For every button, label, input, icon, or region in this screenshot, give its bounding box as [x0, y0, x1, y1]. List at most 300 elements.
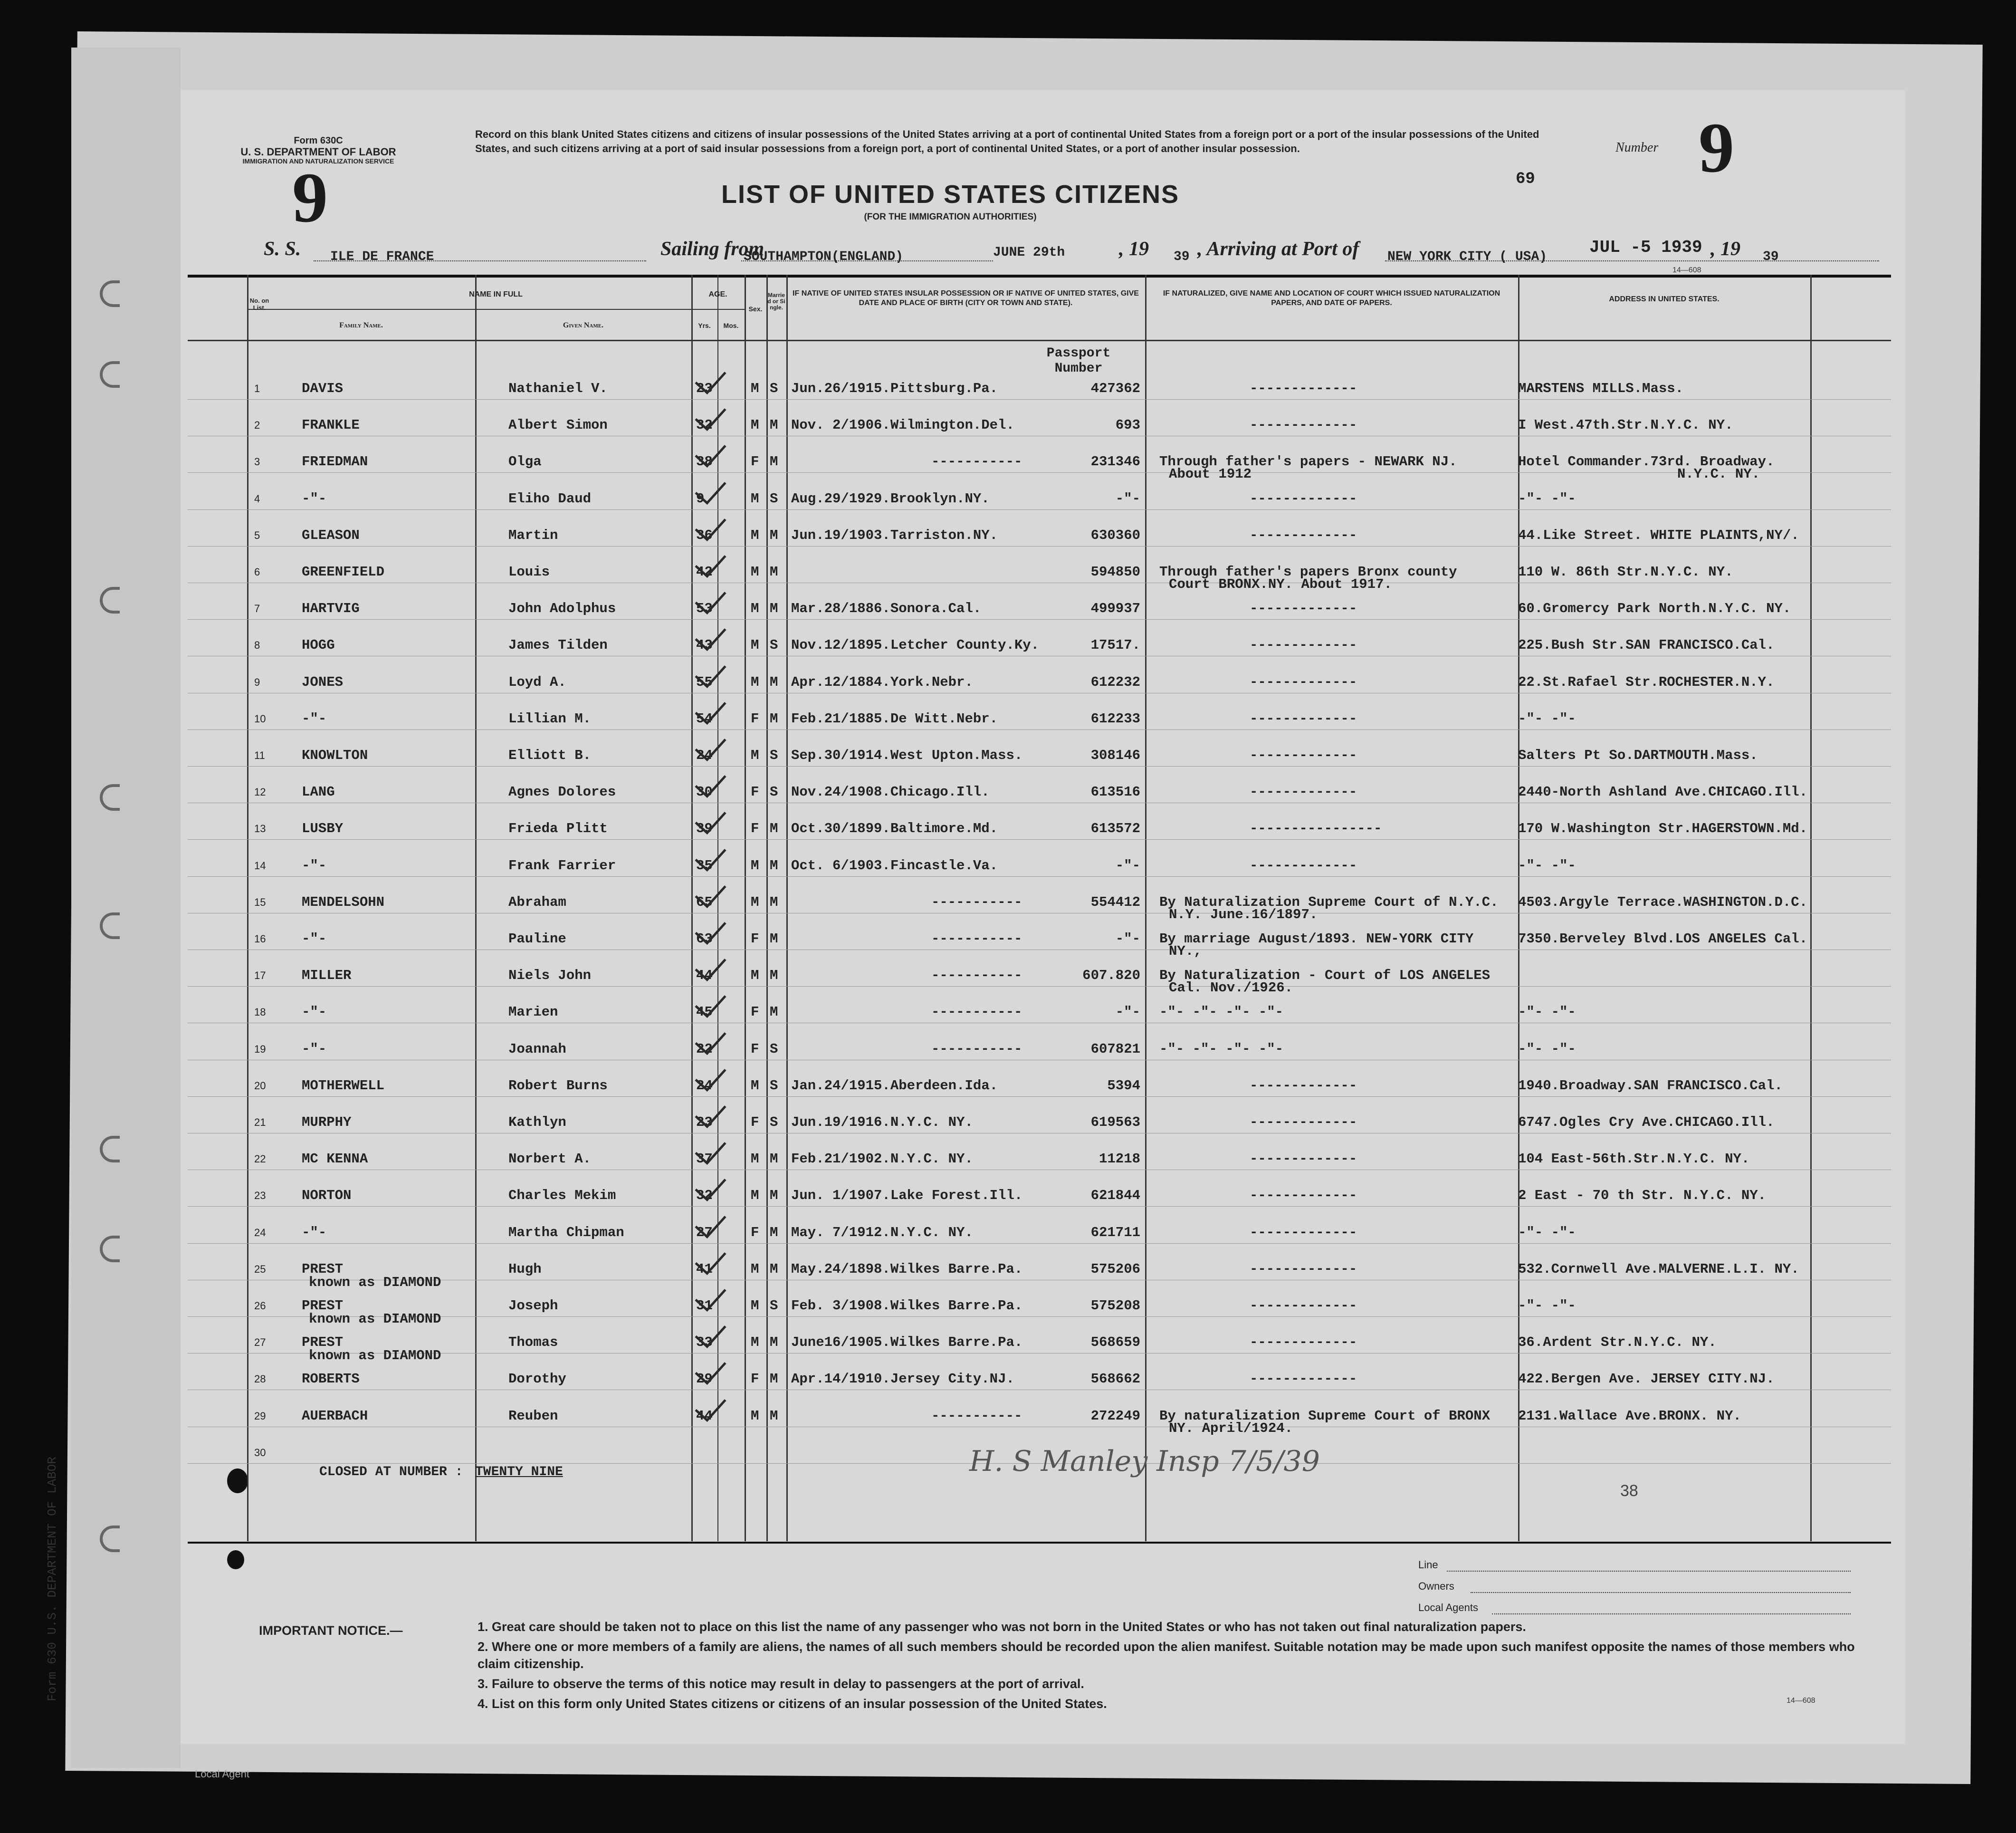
- us-address: -"- -"-: [1518, 1298, 1576, 1314]
- naturalization-details: -------------: [1250, 1334, 1357, 1350]
- sex: M: [751, 601, 759, 616]
- age-years: 33: [696, 1334, 713, 1350]
- us-address: 44.Like Street. WHITE PLAINTS,NY/.: [1518, 528, 1799, 543]
- marital-status: S: [770, 1041, 778, 1057]
- sex: M: [751, 1334, 759, 1350]
- family-name: AUERBACH: [302, 1408, 368, 1424]
- sailing-date: JUNE 29th: [993, 245, 1065, 260]
- naturalization-details: -------------: [1250, 674, 1357, 690]
- family-name: -"-: [302, 491, 327, 507]
- header-divider: [188, 340, 1891, 341]
- marital-status: S: [770, 784, 778, 800]
- birth-details: Nov.12/1895.Letcher County.Ky.: [791, 637, 1040, 653]
- family-name: ROBERTS: [302, 1371, 360, 1387]
- age-years: 24: [696, 748, 713, 763]
- marital-status: M: [770, 1371, 778, 1387]
- us-address: 4503.Argyle Terrace.WASHINGTON.D.C.: [1518, 894, 1808, 910]
- passport-number: -"-: [1115, 1004, 1140, 1020]
- naturalization-details: -------------: [1250, 1188, 1357, 1203]
- sheet-number-right: 9: [1699, 108, 1734, 187]
- row-number: 14: [254, 860, 266, 872]
- row-number: 30: [254, 1447, 266, 1459]
- passport-number: 231346: [1090, 454, 1140, 470]
- table-row: [0, 527, 2016, 564]
- sailing-label: Sailing from: [660, 238, 764, 260]
- row-number: 5: [254, 529, 260, 541]
- table-row: [0, 894, 2016, 931]
- row-number: 18: [254, 1006, 266, 1018]
- naturalization-details: ----------------: [1250, 821, 1382, 836]
- naturalization-details-cont: Court BRONX.NY. About 1917.: [1169, 576, 1392, 592]
- naturalization-details: -------------: [1250, 1114, 1357, 1130]
- sex: F: [751, 1225, 759, 1240]
- passport-number: 613516: [1090, 784, 1140, 800]
- col-mos: Mos.: [723, 322, 739, 329]
- given-name: Martin: [508, 528, 558, 543]
- birth-details: Jun. 1/1907.Lake Forest.Ill.: [791, 1188, 1023, 1203]
- naturalization-details: -"- -"- -"- -"-: [1159, 1004, 1284, 1020]
- service-name: IMMIGRATION AND NATURALIZATION SERVICE: [242, 157, 394, 165]
- birth-details: -----------: [931, 968, 1022, 983]
- sex: F: [751, 711, 759, 727]
- table-row: [0, 710, 2016, 747]
- given-name: Pauline: [508, 931, 566, 947]
- birth-details: Jun.19/1916.N.Y.C. NY.: [791, 1114, 973, 1130]
- sex: M: [751, 637, 759, 653]
- family-name: -"-: [302, 711, 327, 727]
- us-address: 1940.Broadway.SAN FRANCISCO.Cal.: [1518, 1078, 1783, 1094]
- age-years: 37: [696, 1151, 713, 1167]
- naturalization-details: By Naturalization Supreme Court of N.Y.C.: [1159, 894, 1499, 910]
- age-years: 32: [696, 417, 713, 433]
- given-name: Albert Simon: [508, 417, 608, 433]
- family-name: -"-: [302, 1041, 327, 1057]
- number-label: Number: [1615, 140, 1659, 155]
- age-years: 43: [696, 637, 713, 653]
- line-label: Line: [1418, 1559, 1438, 1571]
- birth-details: Feb.21/1902.N.Y.C. NY.: [791, 1151, 973, 1167]
- passport-number: -"-: [1115, 931, 1140, 947]
- given-name: Loyd A.: [508, 674, 566, 690]
- us-address: 6747.Ogles Cry Ave.CHICAGO.Ill.: [1518, 1114, 1775, 1130]
- sex: M: [751, 491, 759, 507]
- table-row: [0, 1114, 2016, 1151]
- passport-number: 612232: [1090, 674, 1140, 690]
- table-row: [0, 931, 2016, 967]
- passport-number: 630360: [1090, 528, 1140, 543]
- sex: F: [751, 784, 759, 800]
- given-name: Frieda Plitt: [508, 821, 608, 836]
- row-number: 24: [254, 1227, 266, 1238]
- marital-status: M: [770, 1151, 778, 1167]
- given-name: Kathlyn: [508, 1114, 566, 1130]
- row-number: 7: [254, 603, 260, 614]
- row-number: 12: [254, 786, 266, 798]
- col-yrs: Yrs.: [698, 322, 711, 329]
- naturalization-details-cont: Cal. Nov./1926.: [1169, 980, 1293, 996]
- age-years: 42: [696, 564, 713, 580]
- given-name: Niels John: [508, 968, 592, 983]
- sex: M: [751, 748, 759, 763]
- birth-details: -----------: [931, 894, 1022, 910]
- given-name: Charles Mekim: [508, 1188, 616, 1203]
- punch-hole: [227, 1550, 244, 1569]
- table-row: [0, 453, 2016, 490]
- family-name: HOGG: [302, 637, 335, 653]
- marital-status: S: [770, 491, 778, 507]
- age-years: 31: [696, 1298, 713, 1314]
- row-number: 9: [254, 676, 260, 688]
- family-name: MENDELSOHN: [302, 894, 385, 910]
- row-number: 19: [254, 1043, 266, 1055]
- sex: M: [751, 674, 759, 690]
- arrival-port: NEW YORK CITY ( USA): [1387, 250, 1548, 264]
- us-address: 22.St.Rafael Str.ROCHESTER.N.Y.: [1518, 674, 1775, 690]
- given-name: Joseph: [508, 1298, 558, 1314]
- notice-item: 4. List on this form only United States citizens or citizens of an insular possession of the United States.: [478, 1697, 1107, 1711]
- sex: M: [751, 564, 759, 580]
- birth-details: Feb.21/1885.De Witt.Nebr.: [791, 711, 998, 727]
- sailing-year: 39: [1174, 250, 1190, 264]
- sheet-number-left: 9: [292, 158, 328, 237]
- table-row: [0, 1261, 2016, 1297]
- family-name: PREST: [302, 1261, 344, 1277]
- passport-number: 607821: [1090, 1041, 1140, 1057]
- us-address: -"- -"-: [1518, 1041, 1576, 1057]
- us-address: Hotel Commander.73rd. Broadway.: [1518, 454, 1775, 470]
- age-years: 23: [696, 381, 713, 396]
- naturalization-details: -------------: [1250, 748, 1357, 763]
- sex: M: [751, 1151, 759, 1167]
- family-name-alias: known as DIAMOND: [309, 1311, 441, 1327]
- table-row: [0, 1297, 2016, 1334]
- passport-number: 308146: [1090, 748, 1140, 763]
- us-address: -"- -"-: [1518, 1004, 1576, 1020]
- passport-number: 693: [1115, 417, 1140, 433]
- passport-number: 607.820: [1082, 968, 1140, 983]
- passport-number: 11218: [1099, 1151, 1140, 1167]
- marital-status: M: [770, 1408, 778, 1424]
- family-name: FRIEDMAN: [302, 454, 368, 470]
- row-number: 16: [254, 933, 266, 945]
- marital-status: M: [770, 968, 778, 983]
- row-number: 22: [254, 1153, 266, 1165]
- marital-status: M: [770, 711, 778, 727]
- naturalization-details-cont: N.Y. June.16/1897.: [1169, 907, 1318, 922]
- family-name: -"-: [302, 858, 327, 873]
- age-years: 22: [696, 1041, 713, 1057]
- marital-status: S: [770, 381, 778, 396]
- family-name: -"-: [302, 931, 327, 947]
- age-years: 30: [696, 784, 713, 800]
- naturalization-details: -------------: [1250, 491, 1357, 507]
- us-address: -"- -"-: [1518, 858, 1576, 873]
- row-number: 10: [254, 713, 266, 725]
- table-row: [0, 600, 2016, 637]
- table-row: [0, 417, 2016, 453]
- sex: M: [751, 381, 759, 396]
- family-name: GREENFIELD: [302, 564, 385, 580]
- sex: F: [751, 1371, 759, 1387]
- row-number: 28: [254, 1373, 266, 1385]
- birth-details: Feb. 3/1908.Wilkes Barre.Pa.: [791, 1298, 1023, 1314]
- given-name: James Tilden: [508, 637, 608, 653]
- us-address: 170 W.Washington Str.HAGERSTOWN.Md.: [1518, 821, 1808, 836]
- given-name: Martha Chipman: [508, 1225, 624, 1240]
- marital-status: M: [770, 858, 778, 873]
- naturalization-details: -------------: [1250, 417, 1357, 433]
- row-number: 25: [254, 1263, 266, 1275]
- passport-number: 621711: [1090, 1225, 1140, 1240]
- col-birth: IF NATIVE OF UNITED STATES INSULAR POSSESSION OR IF NATIVE OF UNITED STATES, GIVE DATE AND PLACE OF BIRTH (CITY OR TOWN AND STATE).: [793, 289, 1139, 307]
- us-address: 2 East - 70 th Str. N.Y.C. NY.: [1518, 1188, 1767, 1203]
- age-years: 35: [696, 858, 713, 873]
- naturalization-details: -------------: [1250, 1225, 1357, 1240]
- sex: M: [751, 528, 759, 543]
- naturalization-details: By marriage August/1893. NEW-YORK CITY: [1159, 931, 1474, 947]
- passport-header: Passport Number: [1046, 346, 1111, 376]
- given-name: Norbert A.: [508, 1151, 592, 1167]
- local-agents-label: Local Agents: [1418, 1602, 1478, 1613]
- family-name: -"-: [302, 1004, 327, 1020]
- table-row: [0, 1187, 2016, 1224]
- marital-status: M: [770, 601, 778, 616]
- birth-details: Sep.30/1914.West Upton.Mass.: [791, 748, 1023, 763]
- table-row: [0, 490, 2016, 527]
- passport-number: 427362: [1090, 381, 1140, 396]
- us-address: 110 W. 86th Str.N.Y.C. NY.: [1518, 564, 1733, 580]
- page-reference: 38: [1620, 1482, 1638, 1500]
- notice-lead: IMPORTANT NOTICE.—: [259, 1623, 403, 1638]
- birth-details: Apr.12/1884.York.Nebr.: [791, 674, 973, 690]
- family-name: PREST: [302, 1334, 344, 1350]
- us-address: -"- -"-: [1518, 1225, 1576, 1240]
- age-years: 39: [696, 821, 713, 836]
- us-address: 36.Ardent Str.N.Y.C. NY.: [1518, 1334, 1717, 1350]
- table-row: [0, 784, 2016, 820]
- sex: M: [751, 968, 759, 983]
- col-family-name: Family Name.: [339, 321, 383, 329]
- family-name: PREST: [302, 1298, 344, 1314]
- table-row: [0, 1408, 2016, 1444]
- passport-number: 575208: [1090, 1298, 1140, 1314]
- birth-details: Mar.28/1886.Sonora.Cal.: [791, 601, 982, 616]
- marital-status: M: [770, 1188, 778, 1203]
- passport-number: -"-: [1115, 491, 1140, 507]
- table-row: [0, 1041, 2016, 1077]
- naturalization-details: -------------: [1250, 784, 1357, 800]
- given-name: Marien: [508, 1004, 558, 1020]
- row-number: 8: [254, 639, 260, 651]
- birth-details: Oct.30/1899.Baltimore.Md.: [791, 821, 998, 836]
- row-number: 2: [254, 419, 260, 431]
- age-years: 41: [696, 1261, 713, 1277]
- marital-status: M: [770, 894, 778, 910]
- department-name: U. S. DEPARTMENT OF LABOR: [240, 146, 396, 158]
- passport-number: 568659: [1090, 1334, 1140, 1350]
- birth-details: May.24/1898.Wilkes Barre.Pa.: [791, 1261, 1023, 1277]
- birth-details: May. 7/1912.N.Y.C. NY.: [791, 1225, 973, 1240]
- marital-status: M: [770, 1334, 778, 1350]
- age-years: 29: [696, 1371, 713, 1387]
- birth-details: Nov.24/1908.Chicago.Ill.: [791, 784, 990, 800]
- marital-status: M: [770, 564, 778, 580]
- marital-status: M: [770, 1225, 778, 1240]
- us-address: 532.Cornwell Ave.MALVERNE.L.I. NY.: [1518, 1261, 1799, 1277]
- sex: F: [751, 1041, 759, 1057]
- us-address: 104 East-56th.Str.N.Y.C. NY.: [1518, 1151, 1750, 1167]
- age-years: 54: [696, 711, 713, 727]
- age-years: 38: [696, 454, 713, 470]
- underline: [1385, 260, 1879, 261]
- col-married: Married or Single.: [767, 292, 785, 311]
- row-number: 3: [254, 456, 260, 468]
- row-number: 27: [254, 1336, 266, 1348]
- family-name: MC KENNA: [302, 1151, 368, 1167]
- naturalization-details: -"- -"- -"- -"-: [1159, 1041, 1284, 1057]
- family-name: FRANKLE: [302, 417, 360, 433]
- marital-status: M: [770, 674, 778, 690]
- us-address: 2440-North Ashland Ave.CHICAGO.Ill.: [1518, 784, 1808, 800]
- age-years: 65: [696, 894, 713, 910]
- header-divider: [247, 309, 745, 310]
- table-row: [0, 380, 2016, 417]
- table-row: [0, 1077, 2016, 1114]
- passport-number: 568662: [1090, 1371, 1140, 1387]
- closed-at-label: CLOSED AT NUMBER :: [319, 1465, 463, 1479]
- family-name: MILLER: [302, 968, 352, 983]
- sex: F: [751, 454, 759, 470]
- birth-details: -----------: [931, 1041, 1022, 1057]
- given-name: Reuben: [508, 1408, 558, 1424]
- sex: M: [751, 1298, 759, 1314]
- record-instructions: Record on this blank United States citizens and citizens of insular possessions of the United States arriving at a port of continental United States from a foreign port or a port of the insular possessions of the United States, and such citizens arriving at a port of said insular possessions from a foreign port, a port of continental United States, or a port of another insular possession.: [475, 128, 1539, 154]
- naturalization-details-cont: About 1912: [1169, 466, 1252, 482]
- table-row: [0, 637, 2016, 673]
- birth-details: Jan.24/1915.Aberdeen.Ida.: [791, 1078, 998, 1094]
- given-name: Lillian M.: [508, 711, 592, 727]
- sex: F: [751, 1004, 759, 1020]
- marital-status: S: [770, 637, 778, 653]
- given-name: Eliho Daud: [508, 491, 592, 507]
- passport-number: 17517.: [1090, 637, 1140, 653]
- given-name: Nathaniel V.: [508, 381, 608, 396]
- sex: F: [751, 931, 759, 947]
- us-address: 7350.Berveley Blvd.LOS ANGELES Cal.: [1518, 931, 1808, 947]
- age-years: 9: [696, 491, 705, 507]
- us-address: -"- -"-: [1518, 711, 1576, 727]
- naturalization-details: -------------: [1250, 637, 1357, 653]
- form-number: Form 630C: [294, 135, 343, 146]
- birth-details: -----------: [931, 1004, 1022, 1020]
- row-number: 26: [254, 1300, 266, 1312]
- marital-status: M: [770, 528, 778, 543]
- given-name: Robert Burns: [508, 1078, 608, 1094]
- ship-name: ILE DE FRANCE: [330, 250, 434, 264]
- col-naturalized: IF NATURALIZED, GIVE NAME AND LOCATION OF COURT WHICH ISSUED NATURALIZATION PAPERS, AND DATE OF PAPERS.: [1163, 289, 1500, 307]
- page-title: LIST OF UNITED STATES CITIZENS: [721, 180, 1179, 209]
- passport-number: 621844: [1090, 1188, 1140, 1203]
- year-prefix: , 19: [1119, 238, 1149, 260]
- naturalization-details: -------------: [1250, 1261, 1357, 1277]
- marital-status: M: [770, 821, 778, 836]
- row-number: 1: [254, 383, 260, 394]
- form-code-bottom: 14—608: [1787, 1697, 1815, 1705]
- row-number: 29: [254, 1410, 266, 1422]
- closed-at-value: TWENTY NINE: [475, 1465, 563, 1479]
- age-years: 45: [696, 1004, 713, 1020]
- row-number: 20: [254, 1080, 266, 1092]
- col-name-in-full: NAME IN FULL: [469, 290, 523, 298]
- marital-status: S: [770, 1078, 778, 1094]
- passport-number: 575206: [1090, 1261, 1140, 1277]
- page-subtitle: (FOR THE IMMIGRATION AUTHORITIES): [864, 212, 1037, 222]
- family-name-alias: known as DIAMOND: [309, 1275, 441, 1290]
- sex: M: [751, 1408, 759, 1424]
- given-name: Thomas: [508, 1334, 558, 1350]
- given-name: Joannah: [508, 1041, 566, 1057]
- sex: M: [751, 417, 759, 433]
- table-row: [0, 1151, 2016, 1187]
- us-address: 60.Gromercy Park North.N.Y.C. NY.: [1518, 601, 1791, 616]
- row-number: 4: [254, 493, 260, 505]
- passport-number: 612233: [1090, 711, 1140, 727]
- row-number: 21: [254, 1116, 266, 1128]
- passport-number: 5394: [1107, 1078, 1140, 1094]
- sex: F: [751, 821, 759, 836]
- given-name: Dorothy: [508, 1371, 566, 1387]
- age-years: 24: [696, 1078, 713, 1094]
- passport-number: -"-: [1115, 858, 1140, 873]
- table-row: [0, 820, 2016, 857]
- naturalization-details: By Naturalization - Court of LOS ANGELES: [1159, 968, 1491, 983]
- form-code: 14—608: [1672, 266, 1701, 274]
- naturalization-details: -------------: [1250, 601, 1357, 616]
- naturalization-details: Through father's papers - NEWARK NJ.: [1159, 454, 1457, 470]
- table-row: [0, 1004, 2016, 1040]
- sex: F: [751, 1114, 759, 1130]
- local-agent-bottom: Local Agent: [195, 1768, 249, 1780]
- family-name: HARTVIG: [302, 601, 360, 616]
- year-suffix-prefix: , 19: [1710, 238, 1740, 260]
- given-name: Olga: [508, 454, 542, 470]
- naturalization-details: -------------: [1250, 1151, 1357, 1167]
- owners-label: Owners: [1418, 1580, 1454, 1592]
- age-years: 36: [696, 528, 713, 543]
- given-name: Agnes Dolores: [508, 784, 616, 800]
- underline: [1492, 1613, 1851, 1614]
- birth-details: Oct. 6/1903.Fincastle.Va.: [791, 858, 998, 873]
- marital-status: M: [770, 931, 778, 947]
- us-address: Salters Pt So.DARTMOUTH.Mass.: [1518, 748, 1758, 763]
- naturalization-details: -------------: [1250, 1078, 1357, 1094]
- row-number: 11: [254, 749, 265, 761]
- arrival-date-stamp: JUL -5 1939: [1589, 238, 1702, 257]
- notice-item: 1. Great care should be taken not to place on this list the name of any passenger who was not born in the United States or who has not taken out final naturalization papers.: [478, 1620, 1526, 1634]
- birth-details: Jun.19/1903.Tarriston.NY.: [791, 528, 998, 543]
- family-name: NORTON: [302, 1188, 352, 1203]
- passport-number: 554412: [1090, 894, 1140, 910]
- col-age: AGE.: [708, 290, 727, 298]
- given-name: John Adolphus: [508, 601, 616, 616]
- naturalization-details: Through father's papers Bronx county: [1159, 564, 1457, 580]
- age-years: 53: [696, 601, 713, 616]
- row-number: 17: [254, 969, 266, 981]
- us-address: I West.47th.Str.N.Y.C. NY.: [1518, 417, 1733, 433]
- family-name: MURPHY: [302, 1114, 352, 1130]
- us-address: 2131.Wallace Ave.BRONX. NY.: [1518, 1408, 1741, 1424]
- birth-details: -----------: [931, 931, 1022, 947]
